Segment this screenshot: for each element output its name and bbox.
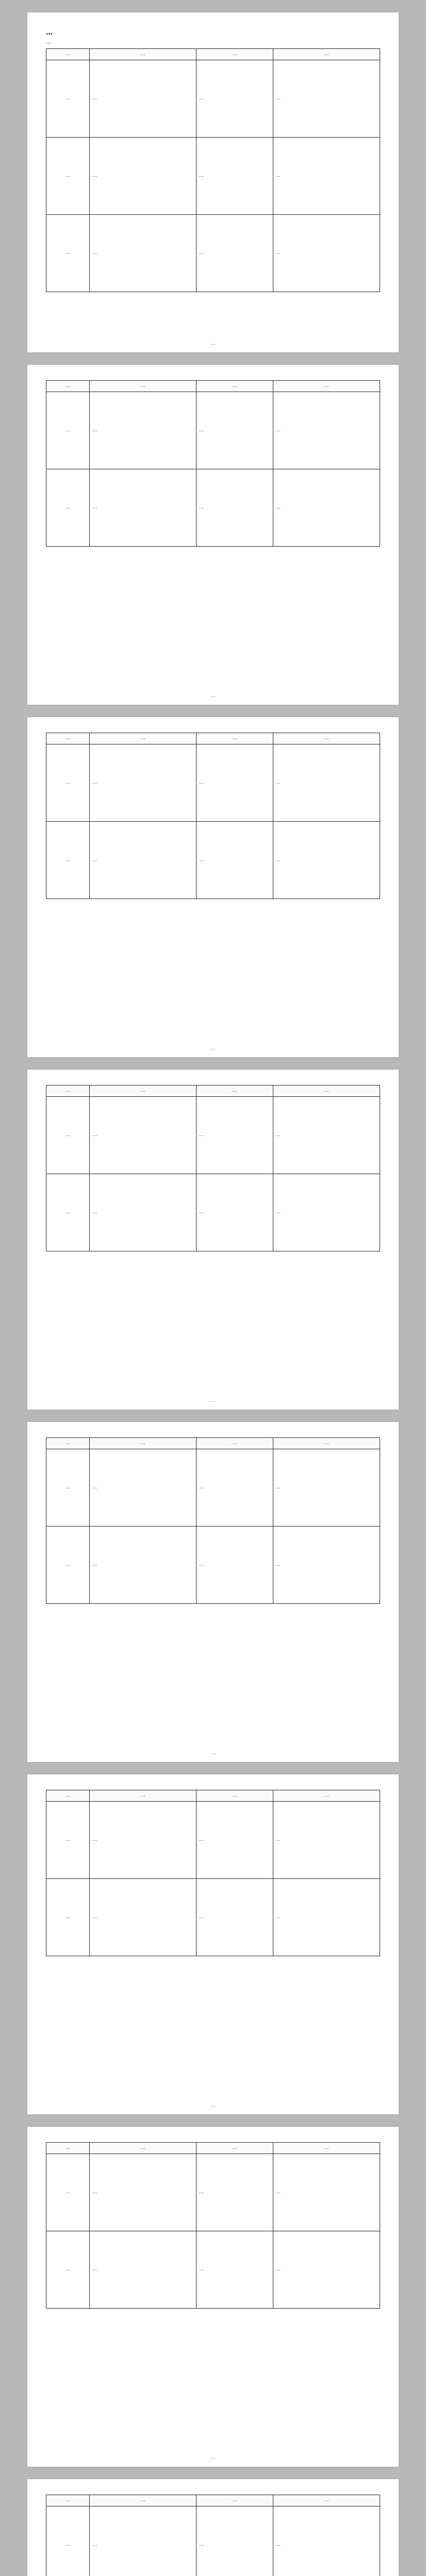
column-header: … xyxy=(90,1086,196,1097)
document-page xyxy=(27,1070,399,1410)
teaching-requirements-cell: … xyxy=(273,744,380,822)
course-name-cell: … xyxy=(46,138,90,215)
course-goal-cell: … xyxy=(90,1527,196,1604)
course-name-cell: … xyxy=(46,2231,90,2309)
course-content-cell: … xyxy=(196,1174,273,1251)
teaching-requirements-cell: … xyxy=(273,392,380,469)
document-page xyxy=(27,1422,399,1762)
table-header-row xyxy=(46,1790,380,1802)
section-heading: … xyxy=(46,29,53,37)
table-row xyxy=(46,392,380,469)
column-header: … xyxy=(273,733,380,744)
column-header: … xyxy=(46,1438,90,1449)
course-name-cell: … xyxy=(46,1879,90,1956)
column-header: … xyxy=(196,381,273,392)
course-name-cell: … xyxy=(46,1097,90,1174)
table-header-row xyxy=(46,49,380,60)
table-row xyxy=(46,822,380,899)
page-number: … xyxy=(210,2455,216,2461)
table-row xyxy=(46,1802,380,1879)
course-content-cell: … xyxy=(196,1879,273,1956)
column-header: … xyxy=(273,1086,380,1097)
table-row xyxy=(46,1879,380,1956)
column-header: … xyxy=(46,733,90,744)
teaching-requirements-cell: … xyxy=(273,2231,380,2309)
course-content-cell: … xyxy=(196,1097,273,1174)
course-name-cell: … xyxy=(46,215,90,292)
column-header: … xyxy=(90,733,196,744)
column-header: … xyxy=(46,49,90,60)
column-header: … xyxy=(196,1086,273,1097)
document-page xyxy=(27,717,399,1057)
course-goal-cell: … xyxy=(90,1174,196,1251)
column-header: … xyxy=(46,1086,90,1097)
table-header-row xyxy=(46,1086,380,1097)
course-content-cell: … xyxy=(196,469,273,547)
column-header: … xyxy=(196,2495,273,2506)
document-page xyxy=(27,12,399,352)
column-header: … xyxy=(273,2495,380,2506)
course-content-cell: … xyxy=(196,2154,273,2231)
table-row xyxy=(46,1097,380,1174)
document-page xyxy=(27,2127,399,2467)
column-header: … xyxy=(196,733,273,744)
document-page xyxy=(27,2479,399,2576)
course-name-cell: … xyxy=(46,1802,90,1879)
table-row xyxy=(46,1449,380,1527)
course-name-cell: … xyxy=(46,822,90,899)
teaching-requirements-cell: … xyxy=(273,215,380,292)
column-header: … xyxy=(46,2143,90,2154)
teaching-requirements-cell: … xyxy=(273,822,380,899)
requirements-table xyxy=(46,2142,380,2309)
column-header: … xyxy=(90,2495,196,2506)
column-header: … xyxy=(46,381,90,392)
page-number: … xyxy=(210,1398,216,1403)
column-header: … xyxy=(90,2143,196,2154)
column-header: … xyxy=(273,2143,380,2154)
course-name-cell: … xyxy=(46,60,90,138)
table-header-row xyxy=(46,1438,380,1449)
course-name-cell: … xyxy=(46,2506,90,2576)
table-row xyxy=(46,1527,380,1604)
course-goal-cell: … xyxy=(90,2231,196,2309)
requirements-table xyxy=(46,2495,380,2576)
requirements-table xyxy=(46,1790,380,1956)
table-header-row xyxy=(46,2495,380,2506)
table-header-row xyxy=(46,2143,380,2154)
column-header: … xyxy=(273,381,380,392)
teaching-requirements-cell: … xyxy=(273,2506,380,2576)
table-row xyxy=(46,2154,380,2231)
course-name-cell: … xyxy=(46,1174,90,1251)
column-header: … xyxy=(196,1790,273,1802)
course-content-cell: … xyxy=(196,744,273,822)
table-row xyxy=(46,60,380,138)
teaching-requirements-cell: … xyxy=(273,469,380,547)
course-content-cell: … xyxy=(196,1527,273,1604)
column-header: … xyxy=(46,2495,90,2506)
course-name-cell: … xyxy=(46,1449,90,1527)
course-goal-cell: … xyxy=(90,2506,196,2576)
document-page xyxy=(27,365,399,705)
table-row xyxy=(46,1174,380,1251)
table-row xyxy=(46,2231,380,2309)
page-number: … xyxy=(210,341,216,346)
teaching-requirements-cell: … xyxy=(273,60,380,138)
course-goal-cell: … xyxy=(90,138,196,215)
table-row xyxy=(46,469,380,547)
page-number: … xyxy=(210,1751,216,1756)
course-name-cell: … xyxy=(46,469,90,547)
course-name-cell: … xyxy=(46,1527,90,1604)
column-header: … xyxy=(196,49,273,60)
requirements-table xyxy=(46,733,380,899)
column-header: … xyxy=(196,1438,273,1449)
course-name-cell: … xyxy=(46,392,90,469)
course-content-cell: … xyxy=(196,1802,273,1879)
course-goal-cell: … xyxy=(90,60,196,138)
requirements-table xyxy=(46,48,380,292)
page-number: … xyxy=(210,693,216,699)
table-header-row xyxy=(46,381,380,392)
column-header: … xyxy=(90,381,196,392)
course-content-cell: … xyxy=(196,2231,273,2309)
column-header: … xyxy=(90,1438,196,1449)
table-row xyxy=(46,744,380,822)
course-goal-cell: … xyxy=(90,1879,196,1956)
document-pages xyxy=(0,12,426,2576)
teaching-requirements-cell: … xyxy=(273,1174,380,1251)
course-goal-cell: … xyxy=(90,744,196,822)
course-goal-cell: … xyxy=(90,2154,196,2231)
section-subheading: … xyxy=(46,39,52,45)
course-name-cell: … xyxy=(46,2154,90,2231)
course-name-cell: … xyxy=(46,744,90,822)
column-header: … xyxy=(90,49,196,60)
course-goal-cell: … xyxy=(90,1802,196,1879)
teaching-requirements-cell: … xyxy=(273,1879,380,1956)
teaching-requirements-cell: … xyxy=(273,1097,380,1174)
document-page xyxy=(27,1774,399,2114)
course-goal-cell: … xyxy=(90,392,196,469)
table-row xyxy=(46,215,380,292)
teaching-requirements-cell: … xyxy=(273,1527,380,1604)
teaching-requirements-cell: … xyxy=(273,2154,380,2231)
column-header: … xyxy=(273,1438,380,1449)
teaching-requirements-cell: … xyxy=(273,138,380,215)
requirements-table xyxy=(46,1437,380,1604)
requirements-table xyxy=(46,1085,380,1251)
course-goal-cell: … xyxy=(90,215,196,292)
page-number: … xyxy=(210,2103,216,2108)
page-number: … xyxy=(210,1046,216,1051)
course-content-cell: … xyxy=(196,2506,273,2576)
course-goal-cell: … xyxy=(90,1097,196,1174)
course-goal-cell: … xyxy=(90,1449,196,1527)
course-goal-cell: … xyxy=(90,822,196,899)
column-header: … xyxy=(273,1790,380,1802)
course-content-cell: … xyxy=(196,392,273,469)
column-header: … xyxy=(196,2143,273,2154)
course-content-cell: … xyxy=(196,822,273,899)
column-header: … xyxy=(273,49,380,60)
course-content-cell: … xyxy=(196,60,273,138)
teaching-requirements-cell: … xyxy=(273,1802,380,1879)
requirements-table xyxy=(46,380,380,547)
table-row xyxy=(46,2506,380,2576)
course-content-cell: … xyxy=(196,138,273,215)
course-goal-cell: … xyxy=(90,469,196,547)
teaching-requirements-cell: … xyxy=(273,1449,380,1527)
column-header: … xyxy=(90,1790,196,1802)
course-content-cell: … xyxy=(196,215,273,292)
column-header: … xyxy=(46,1790,90,1802)
course-content-cell: … xyxy=(196,1449,273,1527)
table-header-row xyxy=(46,733,380,744)
table-row xyxy=(46,138,380,215)
